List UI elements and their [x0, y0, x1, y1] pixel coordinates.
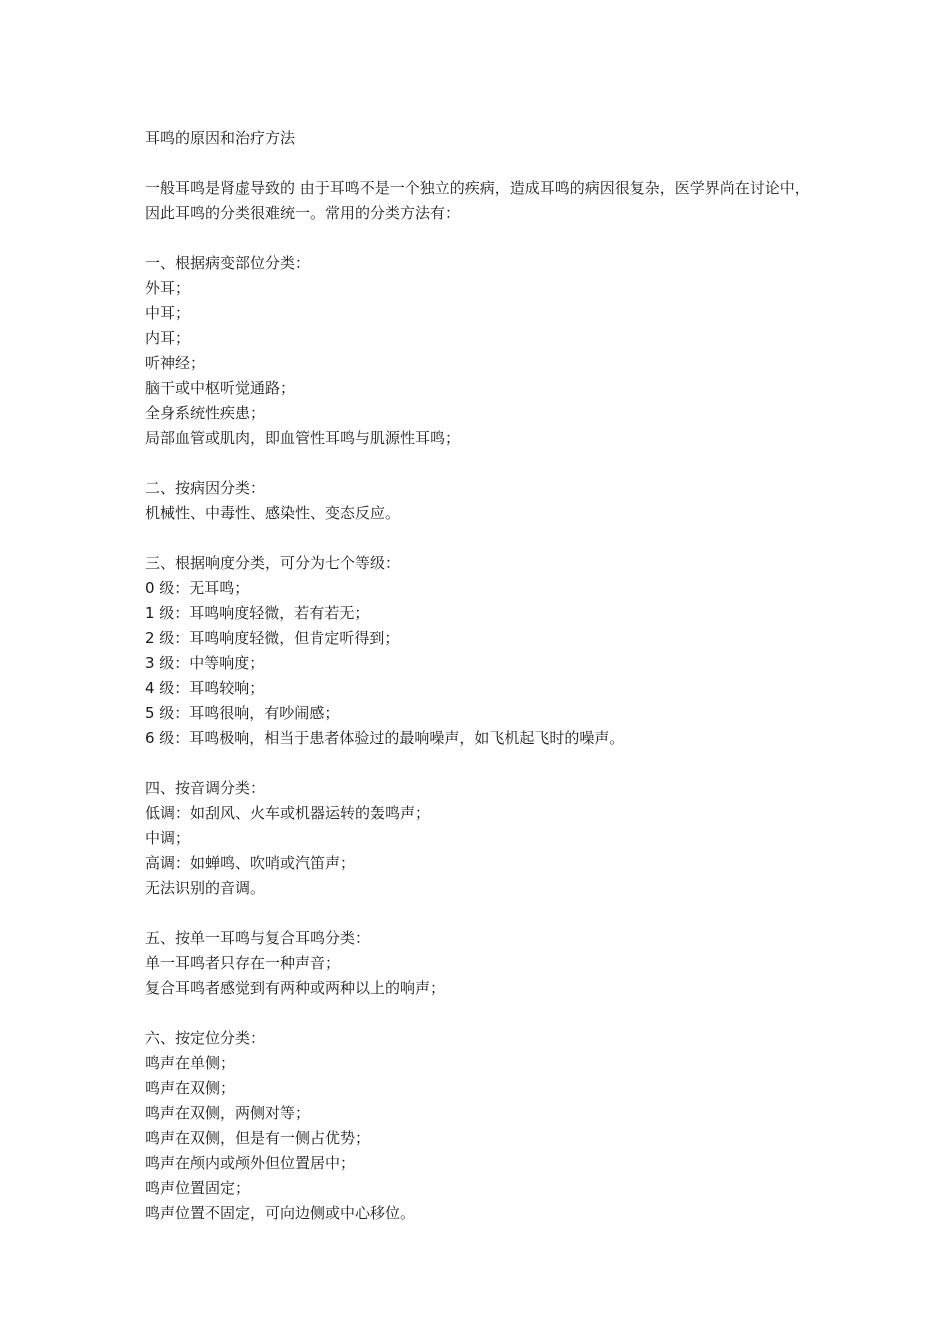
list-item: 高调：如蝉鸣、吹哨或汽笛声； [145, 854, 356, 872]
list-item: 5 级：耳鸣很响，有吵闹感； [145, 704, 340, 722]
spacer [145, 451, 815, 476]
list-item: 1 级：耳鸣响度轻微，若有若无； [145, 604, 370, 622]
list-item: 2 级：耳鸣响度轻微，但肯定听得到； [145, 629, 400, 647]
section-loudness [145, 551, 815, 751]
list-item: 脑干或中枢听觉通路； [145, 379, 296, 397]
list-item: 鸣声位置固定； [145, 1179, 251, 1197]
list-item: 低调：如刮风、火车或机器运转的轰鸣声； [145, 804, 431, 822]
list-item: 鸣声在双侧，两侧对等； [145, 1104, 311, 1122]
document-title: 耳鸣的原因和治疗方法 [145, 129, 296, 147]
list-item: 6 级：耳鸣极响，相当于患者体验过的最响噪声，如飞机起飞时的噪声。 [145, 729, 625, 747]
spacer [145, 151, 815, 176]
list-item: 机械性、中毒性、感染性、变态反应。 [145, 504, 401, 522]
section-heading: 六、按定位分类： [145, 1029, 266, 1047]
document-body [145, 126, 815, 1226]
section-heading: 五、按单一耳鸣与复合耳鸣分类： [145, 929, 371, 947]
list-item: 中耳； [145, 304, 191, 322]
list-item: 外耳； [145, 279, 191, 297]
list-item: 0 级：无耳鸣； [145, 579, 250, 597]
spacer [145, 751, 815, 776]
section-single-compound [145, 926, 815, 1001]
list-item: 内耳； [145, 329, 191, 347]
list-item: 听神经； [145, 354, 206, 372]
section-cause [145, 476, 815, 526]
list-item: 鸣声位置不固定，可向边侧或中心移位。 [145, 1204, 416, 1222]
list-item: 鸣声在双侧； [145, 1079, 236, 1097]
list-item: 鸣声在单侧； [145, 1054, 236, 1072]
spacer [145, 901, 815, 926]
intro-paragraph: 一般耳鸣是肾虚导致的 由于耳鸣不是一个独立的疾病，造成耳鸣的病因很复杂，医学界尚在讨论中，因此耳鸣的分类很难统一。常用的分类方法有： [145, 179, 810, 222]
list-item: 单一耳鸣者只存在一种声音； [145, 954, 341, 972]
list-item: 局部血管或肌肉，即血管性耳鸣与肌源性耳鸣； [145, 429, 461, 447]
spacer [145, 226, 815, 251]
section-pitch [145, 776, 815, 901]
section-heading: 三、根据响度分类，可分为七个等级： [145, 554, 401, 572]
list-item: 复合耳鸣者感觉到有两种或两种以上的响声； [145, 979, 446, 997]
list-item: 鸣声在颅内或颅外但位置居中； [145, 1154, 356, 1172]
list-item: 鸣声在双侧，但是有一侧占优势； [145, 1129, 371, 1147]
list-item: 3 级：中等响度； [145, 654, 265, 672]
spacer [145, 526, 815, 551]
section-heading: 四、按音调分类： [145, 779, 266, 797]
section-position [145, 1026, 815, 1226]
spacer [145, 1001, 815, 1026]
section-heading: 一、根据病变部位分类： [145, 254, 311, 272]
list-item: 中调； [145, 829, 191, 847]
list-item: 无法识别的音调。 [145, 879, 266, 897]
list-item: 4 级：耳鸣较响； [145, 679, 265, 697]
section-location [145, 251, 815, 451]
section-heading: 二、按病因分类： [145, 479, 266, 497]
list-item: 全身系统性疾患； [145, 404, 266, 422]
